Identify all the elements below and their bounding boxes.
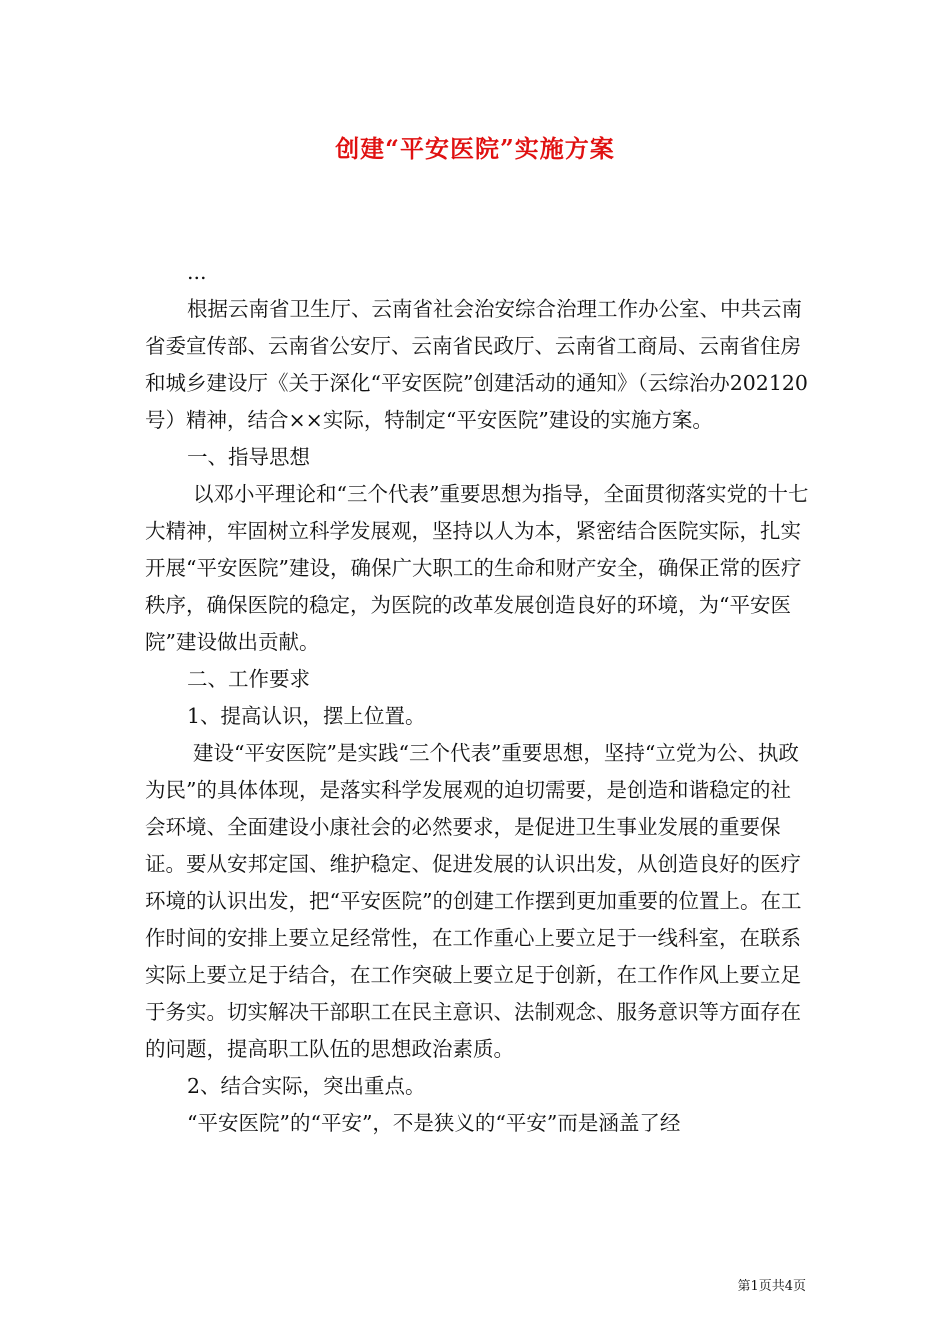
page-number: 第1页共4页: [737, 1279, 806, 1294]
document-title: 创建“平安医院”实施方案: [335, 134, 615, 163]
subheading-combine-reality: 2、结合实际，突出重点。: [187, 1074, 426, 1098]
section-heading-work-requirements: 二、工作要求: [187, 667, 310, 691]
paragraph-guiding-thought: 以邓小平理论和“三个代表”重要思想为指导，全面贯彻落实党的十七大精神，牢固树立科学发展观，坚持以人为本，紧密结合医院实际，扎实开展“平安医院”建设，确保广大职工的生命和财产安全，确保正常的医疗秩序，确保医院的稳定，为医院的改革发展创造良好的环境，为“平安医院”建设做出贡献。: [145, 482, 809, 654]
section-heading-guiding-thought: 一、指导思想: [187, 445, 310, 469]
paragraph-intro: 根据云南省卫生厅、云南省社会治安综合治理工作办公室、中共云南省委宣传部、云南省公安厅、云南省民政厅、云南省工商局、云南省住房和城乡建设厅《关于深化“平安医院”创建活动的通知》（云综治办202120号）精神，结合××实际，特制定“平安医院”建设的实施方案。: [145, 297, 808, 432]
document-body: [145, 254, 809, 1142]
ellipsis-line: ...: [187, 260, 207, 284]
paragraph-combine-reality: “平安医院”的“平安”，不是狭义的“平安”而是涵盖了经: [187, 1111, 681, 1135]
subheading-raise-awareness: 1、提高认识，摆上位置。: [187, 704, 426, 728]
paragraph-raise-awareness: 建设“平安医院”是实践“三个代表”重要思想，坚持“立党为公、执政为民”的具体体现，是落实科学发展观的迫切需要，是创造和谐稳定的社会环境、全面建设小康社会的必然要求，是促进卫生事业发展的重要保证。要从安邦定国、维护稳定、促进发展的认识出发，从创造良好的医疗环境的认识出发，把“平安医院”的创建工作摆到更加重要的位置上。在工作时间的安排上要立足经常性，在工作重心上要立足于一线科室，在联系实际上要立足于结合，在工作突破上要立足于创新，在工作作风上要立足于务实。切实解决干部职工在民主意识、法制观念、服务意识等方面存在的问题，提高职工队伍的思想政治素质。: [145, 741, 802, 1061]
